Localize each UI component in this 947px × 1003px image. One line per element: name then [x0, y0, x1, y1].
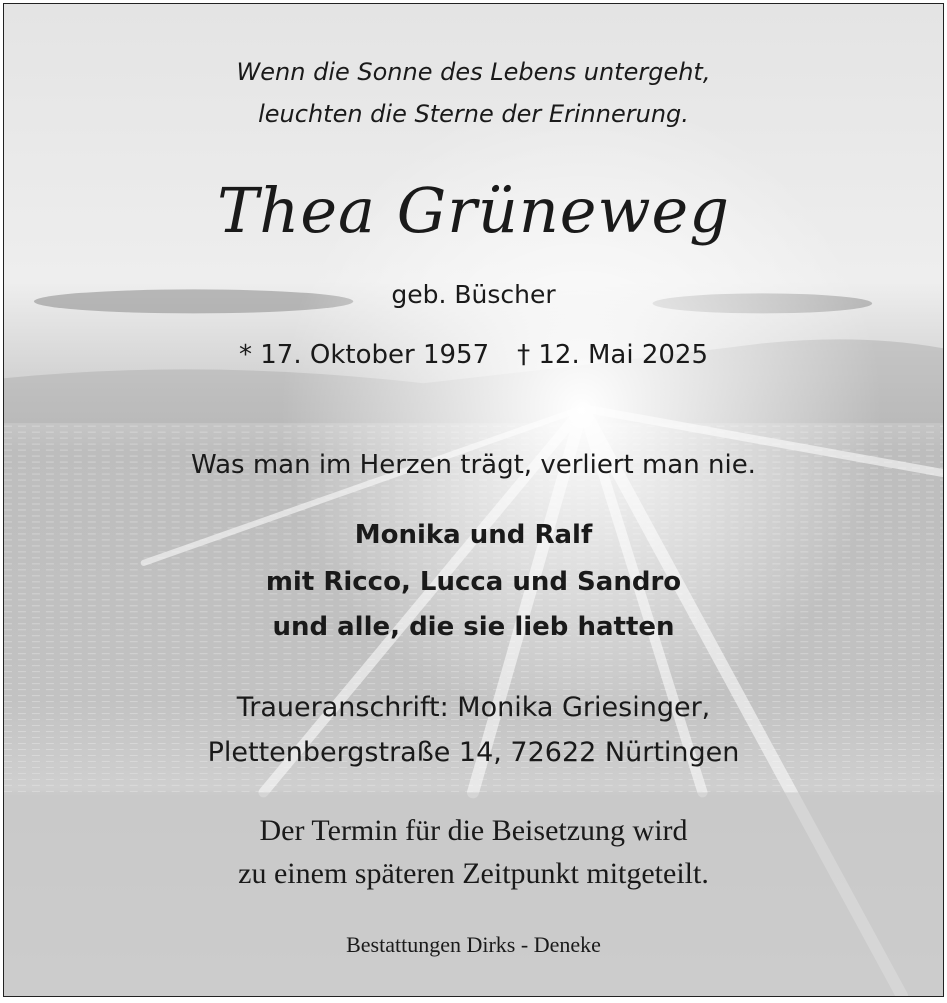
birth-date: * 17. Oktober 1957 [238, 340, 490, 370]
deceased-name: Thea Grüneweg [217, 174, 730, 247]
mourners-line-1: Monika und Ralf [354, 520, 593, 550]
quote-line-1: Wenn die Sonne des Lebens untergeht, [236, 58, 711, 86]
quote-line-2: leuchten die Sterne der Erinnerung. [258, 100, 689, 128]
obituary-notice [3, 3, 944, 997]
death-date: † 12. Mai 2025 [517, 340, 709, 370]
life-dates [4, 340, 943, 370]
saying: Was man im Herzen trägt, verliert man nie. [191, 450, 756, 480]
notice-line-1: Der Termin für die Beisetzung wird [259, 814, 688, 847]
mourners-line-3: und alle, die sie lieb hatten [272, 612, 675, 642]
funeral-home: Bestattungen Dirks - Deneke [346, 932, 601, 957]
address-line-2: Plettenbergstraße 14, 72622 Nürtingen [207, 737, 740, 768]
mourners-line-2: mit Ricco, Lucca und Sandro [265, 567, 682, 597]
notice-line-2: zu einem späteren Zeitpunkt mitgeteilt. [238, 857, 709, 890]
maiden-name: geb. Büscher [391, 280, 556, 309]
address-line-1: Traueranschrift: Monika Griesinger, [236, 692, 711, 723]
